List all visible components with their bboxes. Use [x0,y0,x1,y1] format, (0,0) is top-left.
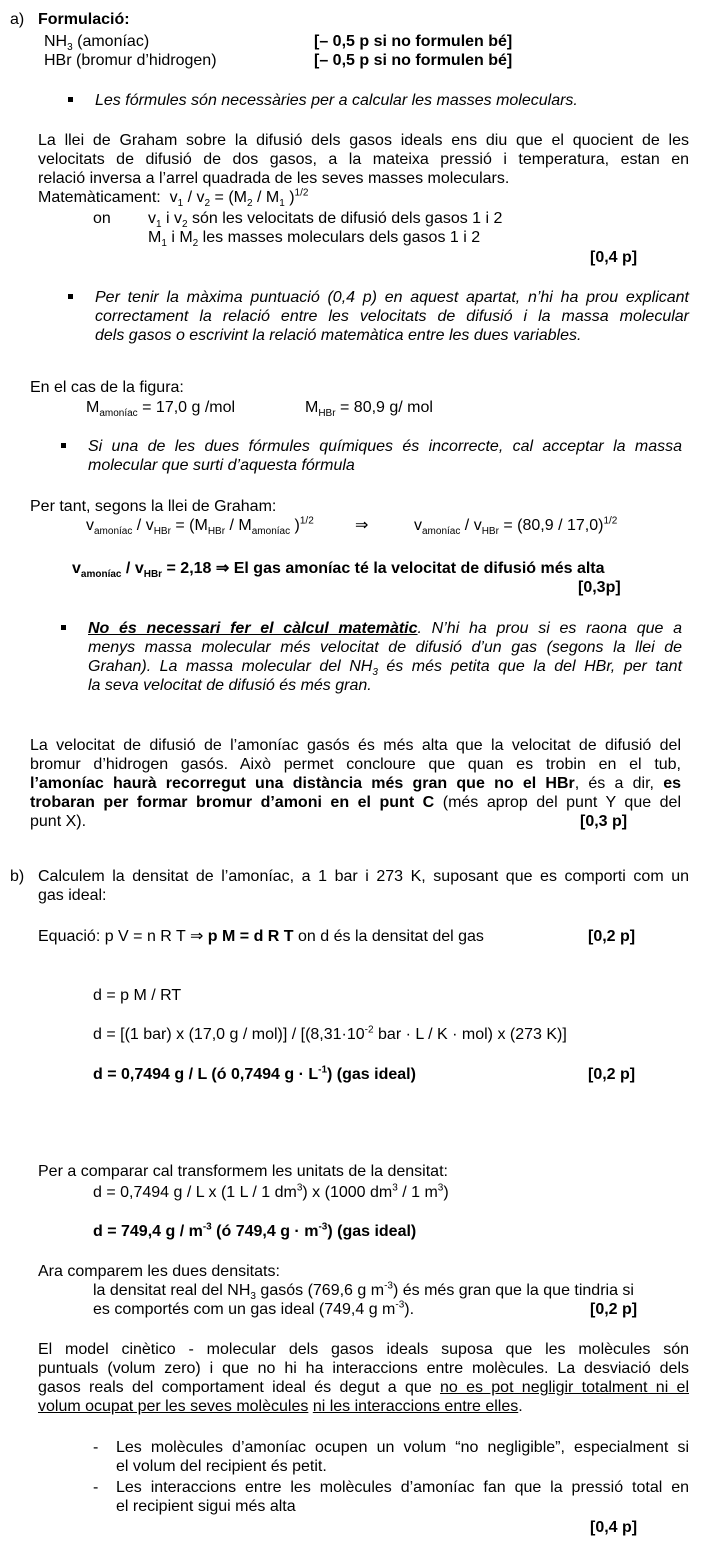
on-label: on [93,210,111,227]
score-a2: [0,3p] [578,579,621,596]
sup: -3 [318,1221,328,1233]
note-line: menys massa molecular més velocitat de difusió d’un gas (segons la llei de [88,639,682,656]
sub: HBr [153,526,171,538]
text: v [148,210,156,227]
text: = (M [170,517,208,534]
note-emphasis: No és necessari fer el càlcul matemàtic [88,620,418,637]
text: gasós (769,6 g m [255,1282,385,1299]
graham-paragraph [38,131,689,188]
score-b4: [0,4 p] [590,1519,638,1536]
sub: 2 [192,238,199,250]
text: d = 0,7494 g / L (ó 0,7494 g · L [93,1066,319,1083]
text: . N’hi ha prou si es raona que a [417,620,683,637]
underlined-text: no es pot negligir totalment ni el [439,1379,689,1396]
formula-nh3 [44,32,150,54]
sub: 1 [279,198,285,210]
text: ). [404,1301,415,1318]
section-a-title: Formulació: [38,11,130,28]
bullet-icon [61,625,66,630]
graham-ratio-numeric [414,515,618,538]
math-formula [38,187,309,210]
dash-icon: - [93,1439,99,1456]
text: / M [225,517,252,534]
text: / M [252,189,280,206]
conclusion-line: La velocitat de difusió de l’amoníac gasós és més alta que la velocitat de difusió del [30,737,681,754]
compare2-line-1 [93,1280,634,1303]
equation-line [38,927,484,946]
note-line: dels gasos o escrivint la relació matemàtica entre les dues variables. [95,327,582,344]
conclusion-line: punt X). [30,813,87,830]
model-line [38,1397,689,1416]
bullet-icon [68,97,73,102]
conclusion-line: bromur d’hidrogen gasós. Això permet concloure que quan es trobin en el tub, [30,756,681,773]
text: on d és la densitat del gas [293,928,484,945]
kinetic-model-paragraph [38,1340,689,1416]
sub: 3 [372,667,378,679]
text: . [518,1398,523,1415]
conclusion-line [30,774,681,793]
text: = (80,9 / 17,0) [498,517,604,534]
graham-line: La llei de Graham sobre la difusió dels gasos ideals ens diu que el quocient de les [38,132,689,149]
note-max-score [95,288,689,345]
result-text: El gas amoníac té la velocitat de difusió més alta [233,560,605,577]
text: i M [166,229,193,246]
note-line: Per tenir la màxima puntuació (0,4 p) en aquest apartat, n’hi ha prou explicant [95,289,689,306]
mass-amoniac [86,398,236,420]
sup: 1/2 [299,515,314,527]
text: d = [(1 bar) x (17,0 g / mol)] / [(8,31·10 [93,1026,365,1043]
text: les masses moleculars dels gasos 1 i 2 [198,229,481,246]
formula-text: HBr [44,52,72,69]
sup: -3 [384,1280,393,1292]
sup: -3 [202,1221,212,1233]
sub: 2 [246,198,253,210]
sup: -2 [364,1024,374,1036]
section-b-intro [38,867,689,905]
intro-line: Calculem la densitat de l’amoníac, a 1 bar i 273 K, suposant que es comporti com un [38,868,689,885]
note-line: la seva velocitat de difusió és més gran. [88,677,372,694]
dash-line: el recipient sigui més alta [116,1498,296,1515]
section-b-marker: b) [10,868,25,885]
formula-name: (bromur d’hidrogen) [71,52,217,69]
conclusion-bold: es [663,775,681,792]
text: bar · L / K · mol) x (273 K)] [373,1026,567,1043]
sub: amoníac [80,569,122,581]
conclusion-bold: l’amoníac haurà recorregut una distància més gran que no el HBr [30,775,575,792]
text: (més aprop del punt Y que del [434,794,681,811]
formula-name: (amoníac) [72,33,150,50]
text: gasos reals del comportament ideal és degut a que [38,1379,440,1396]
text: és més petita que la del HBr, per tant [377,658,683,675]
model-line [38,1378,689,1397]
math-label: Matemàticament: [38,189,161,206]
therefore-label: Per tant, segons la llei de Graham: [30,498,277,515]
graham-ratio [86,515,314,538]
compare2-line-2 [93,1300,414,1319]
text: M [86,399,100,416]
figure-intro: En el cas de la figura: [30,379,184,396]
intro-line: gas ideal: [38,887,107,904]
compare-intro: Per a comparar cal transformem les unitats de la densitat: [38,1163,448,1180]
conclusion-line [30,793,681,812]
sub: amoníac [422,526,461,538]
text: / v [121,560,144,577]
calc-2 [93,1025,567,1044]
text: M [148,229,162,246]
penalty-hbr: [– 0,5 p si no formulen bé] [314,52,513,69]
calc-1: d = p M / RT [93,987,182,1004]
sub: 2 [182,219,188,231]
text: / v [460,517,482,534]
sub: 2 [204,198,211,210]
text: M [305,399,319,416]
sub: 1 [177,198,184,210]
calc-3 [93,1065,416,1084]
text: ) [284,189,295,206]
dash-icon: - [93,1479,99,1496]
note-line: correctament la relació entre les velocitats de difusió i la massa molecular [95,308,689,325]
score-b1: [0,2 p] [588,928,636,945]
bullet-icon [68,294,73,299]
section-a-marker: a) [10,11,25,28]
dash-item-volume [116,1438,689,1476]
text: = 80,9 g/ mol [335,399,433,416]
text: i v [161,210,183,227]
sup: 1/2 [294,187,309,199]
text: Grahan). La massa molecular del NH [88,658,373,675]
text: es comportés com un gas ideal (749,4 g m [93,1301,396,1318]
text: són les velocitats de difusió dels gasos 1 i 2 [187,210,503,227]
sub: HBr [143,569,163,581]
underlined-text: ni les interaccions entre elles [312,1398,519,1415]
sup: -1 [318,1064,328,1076]
dash-item-interactions [116,1478,689,1516]
note-incorrect-formula [88,437,682,475]
text: ) [290,517,300,534]
text: v [414,517,422,534]
score-a1: [0,4 p] [590,249,638,266]
compare2-intro: Ara comparem les dues densitats: [38,1263,280,1280]
text: ) és més gran que la que tindria si [392,1282,634,1299]
density-ideal [93,1222,416,1241]
equation-bold: p M = d R T [207,928,294,945]
on-line-1 [148,209,503,231]
sub: amoníac [251,526,291,538]
text: / v [183,189,205,206]
text: v [86,517,94,534]
bullet-icon [61,443,66,448]
conclusion-bold: trobaran per formar bromur d’amoni en el punt C [30,794,435,811]
v-symbol: v [169,189,178,206]
on-line-2 [148,228,481,250]
sup: 1/2 [603,515,618,527]
sub: 1 [156,219,162,231]
note-line: Si una de les dues fórmules químiques és incorrecte, cal acceptar la massa [88,438,682,455]
sub: HBr [318,408,336,420]
formula-hbr [44,51,217,70]
dash-line: Les interaccions entre les molècules d’amoníac fan que la pressió total en [116,1479,689,1496]
sup: -3 [395,1299,405,1311]
sup: 3 [437,1182,444,1194]
sub: 3 [250,1291,256,1303]
text: / v [132,517,154,534]
note-line [88,619,682,638]
sup: 3 [392,1182,398,1194]
text: = (M [210,189,247,206]
text: = [162,560,181,577]
note-no-calc [88,619,682,695]
dash-line: el volum del recipient és petit. [116,1458,327,1475]
note-line: molecular que surti d’aquesta fórmula [88,457,355,474]
formula-text: NH [44,33,68,50]
graham-line: relació inversa a l’arrel quadrada de les seves masses moleculars. [38,170,510,187]
graham-line: velocitats de difusió de dos gasos, a la mateixa pressió i temperatura, estan en [38,151,689,168]
implies-icon: ⇒ [211,560,234,577]
sub: HBr [207,526,226,538]
text: ) x (1000 dm [302,1184,393,1201]
underlined-text: volum ocupat per les seves molècules [38,1398,309,1415]
note-formulas: Les fórmules són necessàries per a calcular les masses moleculars. [95,92,578,109]
implies-icon: ⇒ [355,517,369,534]
sub: HBr [481,526,499,538]
penalty-nh3: [– 0,5 p si no formulen bé] [314,33,513,50]
text: , és a dir, [574,775,664,792]
note-line [88,657,683,679]
score-b2: [0,2 p] [588,1066,636,1083]
text: ) [443,1184,449,1201]
mass-hbr [305,398,433,420]
sub: amoníac [99,408,138,420]
text: ) (gas ideal) [327,1223,417,1240]
score-b3: [0,2 p] [590,1301,638,1318]
text: la densitat real del NH [93,1282,251,1299]
sup: 3 [296,1182,303,1194]
unit-conversion [93,1183,449,1202]
score-a3: [0,3 p] [580,813,628,830]
text: d = 0,7494 g / L x (1 L / 1 dm [93,1184,297,1201]
text: Equació: p V = n R T ⇒ [38,928,208,945]
text: d = 749,4 g / m [93,1223,203,1240]
dash-line: Les molècules d’amoníac ocupen un volum “no negligible”, especialment si [116,1439,689,1456]
sub: 1 [161,238,167,250]
text: (ó 749,4 g · m [211,1223,319,1240]
model-line: puntuals (volum zero) i que no hi ha interaccions entre molècules. La desviació dels [38,1360,689,1377]
text: / 1 m [397,1184,438,1201]
result-line [72,559,605,581]
text: ) (gas ideal) [327,1066,416,1083]
model-line: El model cinètico - molecular dels gasos ideals suposa que les molècules són [38,1341,689,1358]
formula-sub: 3 [67,42,73,54]
sub: amoníac [94,526,133,538]
text: v [72,560,81,577]
result-value: 2,18 [180,560,212,577]
text: = 17,0 g /mol [137,399,236,416]
